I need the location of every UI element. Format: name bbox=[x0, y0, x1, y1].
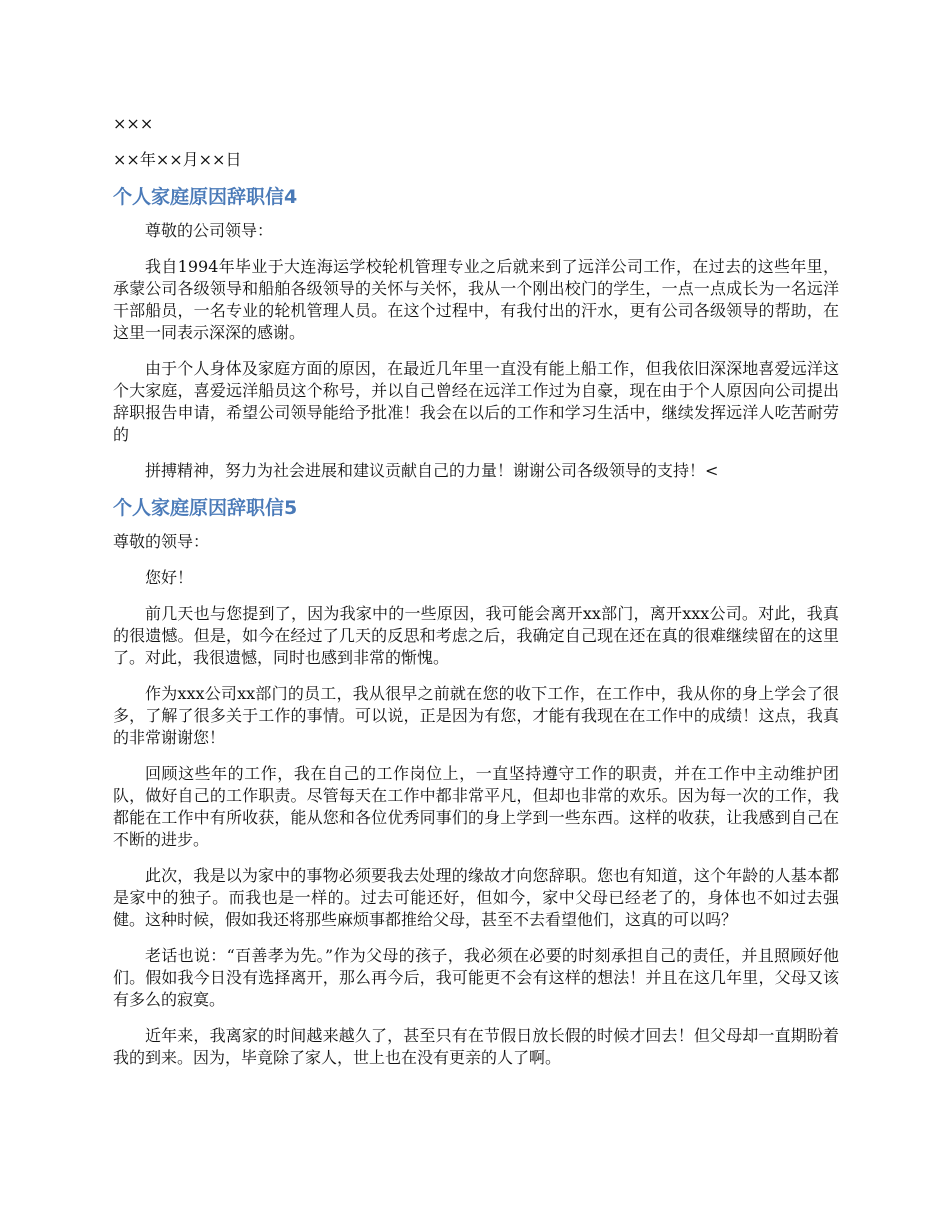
letter-5-salutation: 您好！ bbox=[145, 568, 194, 587]
letter-5-greeting: 尊敬的领导： bbox=[113, 532, 210, 551]
letter-4-paragraph: 拼搏精神，努力为社会进展和建议贡献自己的力量！谢谢公司各级领导的支持！< bbox=[145, 461, 719, 480]
letter-5-paragraph: 此次，我是以为家中的事物必须要我去处理的缘故才向您辞职。您也有知道，这个年龄的人基本都是家中的独子。而我也是一样的。过去可能还好，但如今，家中父母已经老了的，身体也不如过去强健。这种时候，假如我还将那些麻烦事都推给父母，甚至不去看望他们，这真的可以吗？ bbox=[113, 866, 839, 929]
letter-4-title: 个人家庭原因辞职信4 bbox=[113, 186, 298, 208]
signature-name: ××× bbox=[113, 114, 154, 133]
letter-5-paragraph: 近年来，我离家的时间越来越久了，甚至只有在节假日放长假的时候才回去！但父母却一直期盼着我的到来。因为，毕竟除了家人，世上也在没有更亲的人了啊。 bbox=[113, 1026, 839, 1067]
signature-date: ××年××月××日 bbox=[113, 150, 242, 169]
letter-4-paragraph: 由于个人身体及家庭方面的原因，在最近几年里一直没有能上船工作，但我依旧深深地喜爱远洋这个大家庭，喜爱远洋船员这个称号，并以自己曾经在远洋工作过为自豪，现在由于个人原因向公司提出辞职报告申请，希望公司领导能给予批准！我会在以后的工作和学习生活中，继续发挥远洋人吃苦耐劳的 bbox=[113, 359, 839, 444]
letter-5-paragraph: 老话也说：“百善孝为先。”作为父母的孩子，我必须在必要的时刻承担自己的责任，并且照顾好他们。假如我今日没有选择离开，那么再今后，我可能更不会有这样的想法！并且在这几年里，父母又该有多么的寂寞。 bbox=[113, 946, 839, 1009]
letter-4-greeting: 尊敬的公司领导： bbox=[145, 221, 274, 240]
letter-5-paragraph: 作为xxx公司xx部门的员工，我从很早之前就在您的收下工作，在工作中，我从你的身上学会了很多，了解了很多关于工作的事情。可以说，正是因为有您，才能有我现在在工作中的成绩！这点，我真的非常谢谢您！ bbox=[113, 684, 839, 747]
letter-5-paragraph: 回顾这些年的工作，我在自己的工作岗位上，一直坚持遵守工作的职责，并在工作中主动维护团队，做好自己的工作职责。尽管每天在工作中都非常平凡，但却也非常的欢乐。因为每一次的工作，我都能在工作中有所收获，能从您和各位优秀同事们的身上学到一些东西。这样的收获，让我感到自己在不断的进步。 bbox=[113, 764, 839, 849]
letter-5-paragraph: 前几天也与您提到了，因为我家中的一些原因，我可能会离开xx部门，离开xxx公司。对此，我真的很遗憾。但是，如今在经过了几天的反思和考虑之后，我确定自己现在还在真的很难继续留在的这里了。对此，我很遗憾，同时也感到非常的惭愧。 bbox=[113, 604, 839, 667]
letter-4-paragraph: 我自1994年毕业于大连海运学校轮机管理专业之后就来到了远洋公司工作，在过去的这些年里，承蒙公司各级领导和船舶各级领导的关怀与关怀，我从一个刚出校门的学生，一点一点成长为一名远洋干部船员，一名专业的轮机管理人员。在这个过程中，有我付出的汗水，更有公司各级领导的帮助，在这里一同表示深深的感谢。 bbox=[113, 257, 839, 342]
letter-5-title: 个人家庭原因辞职信5 bbox=[113, 497, 298, 519]
document-page bbox=[113, 113, 839, 1083]
